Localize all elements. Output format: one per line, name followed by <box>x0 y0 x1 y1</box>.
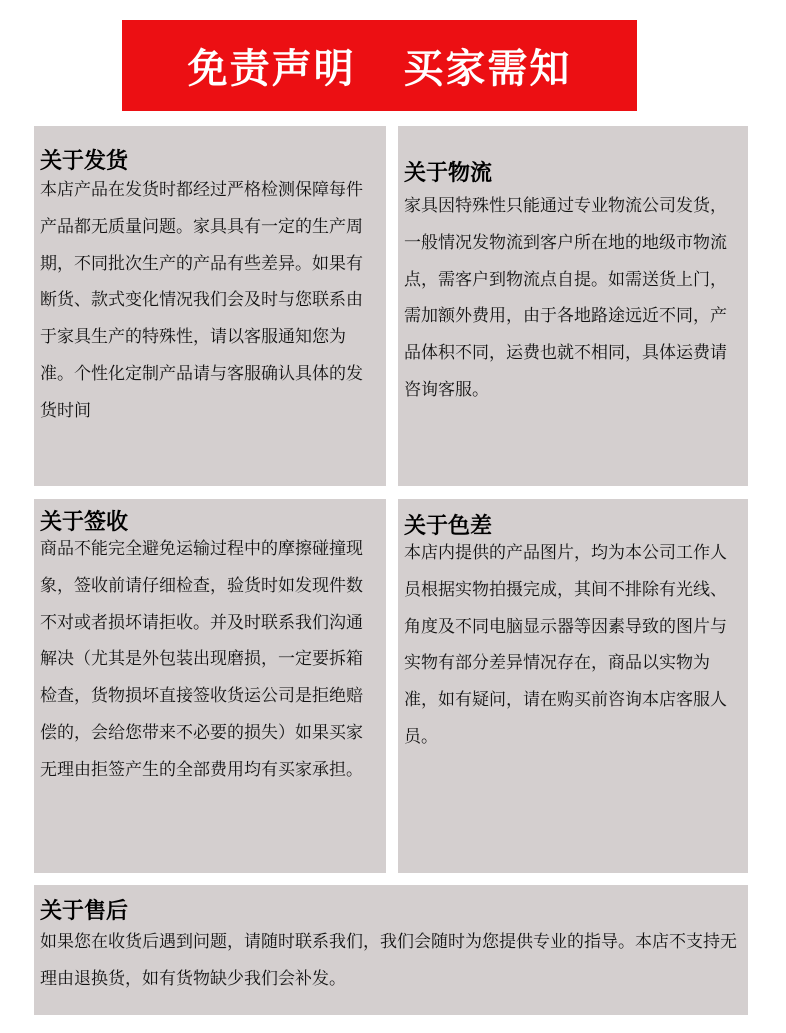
section-body: 商品不能完全避免运输过程中的摩擦碰撞现象，签收前请仔细检查，验货时如发现件数不对或者损坏请拒收。并及时联系我们沟通解决（尤其是外包装出现磨损，一定要拆箱检查，货物损坏直接签收货运公司是拒绝赔偿的，会给您带来不必要的损失）如果买家无理由拒签产生的全部费用均有买家承担。 <box>40 539 363 780</box>
section-body: 本店内提供的产品图片，均为本公司工作人员根据实物拍摄完成，其间不排除有光线、角度及不同电脑显示器等因素导致的图片与实物有部分差异情况存在，商品以实物为准，如有疑问，请在购买前咨询本店客服人员。 <box>404 543 727 747</box>
section-heading: 关于物流 <box>404 161 493 186</box>
header-banner <box>122 20 637 111</box>
section-after-sales <box>34 885 748 1015</box>
section-heading: 关于签收 <box>40 510 129 535</box>
section-heading: 关于售后 <box>40 899 129 924</box>
section-logistics <box>398 126 748 486</box>
section-shipping <box>34 126 386 486</box>
section-body: 如果您在收货后遇到问题，请随时联系我们，我们会随时为您提供专业的指导。本店不支持无理由退换货，如有货物缺少我们会补发。 <box>40 932 737 989</box>
section-heading: 关于发货 <box>40 149 129 174</box>
section-color-difference <box>398 499 748 873</box>
section-body: 家具因特殊性只能通过专业物流公司发货，一般情况发物流到客户所在地的地级市物流点，需客户到物流点自提。如需送货上门，需加额外费用，由于各地路途远近不同，产品体积不同，运费也就不相同，具体运费请咨询客服。 <box>404 196 727 400</box>
section-receipt <box>34 499 386 873</box>
section-heading: 关于色差 <box>404 514 493 539</box>
section-body: 本店产品在发货时都经过严格检测保障每件产品都无质量问题。家具具有一定的生产周期，不同批次生产的产品有些差异。如果有断货、款式变化情况我们会及时与您联系由于家具生产的特殊性，请以客服通知您为准。个性化定制产品请与客服确认具体的发货时间 <box>40 180 363 421</box>
banner-title: 免责声明 买家需知 <box>187 46 572 92</box>
